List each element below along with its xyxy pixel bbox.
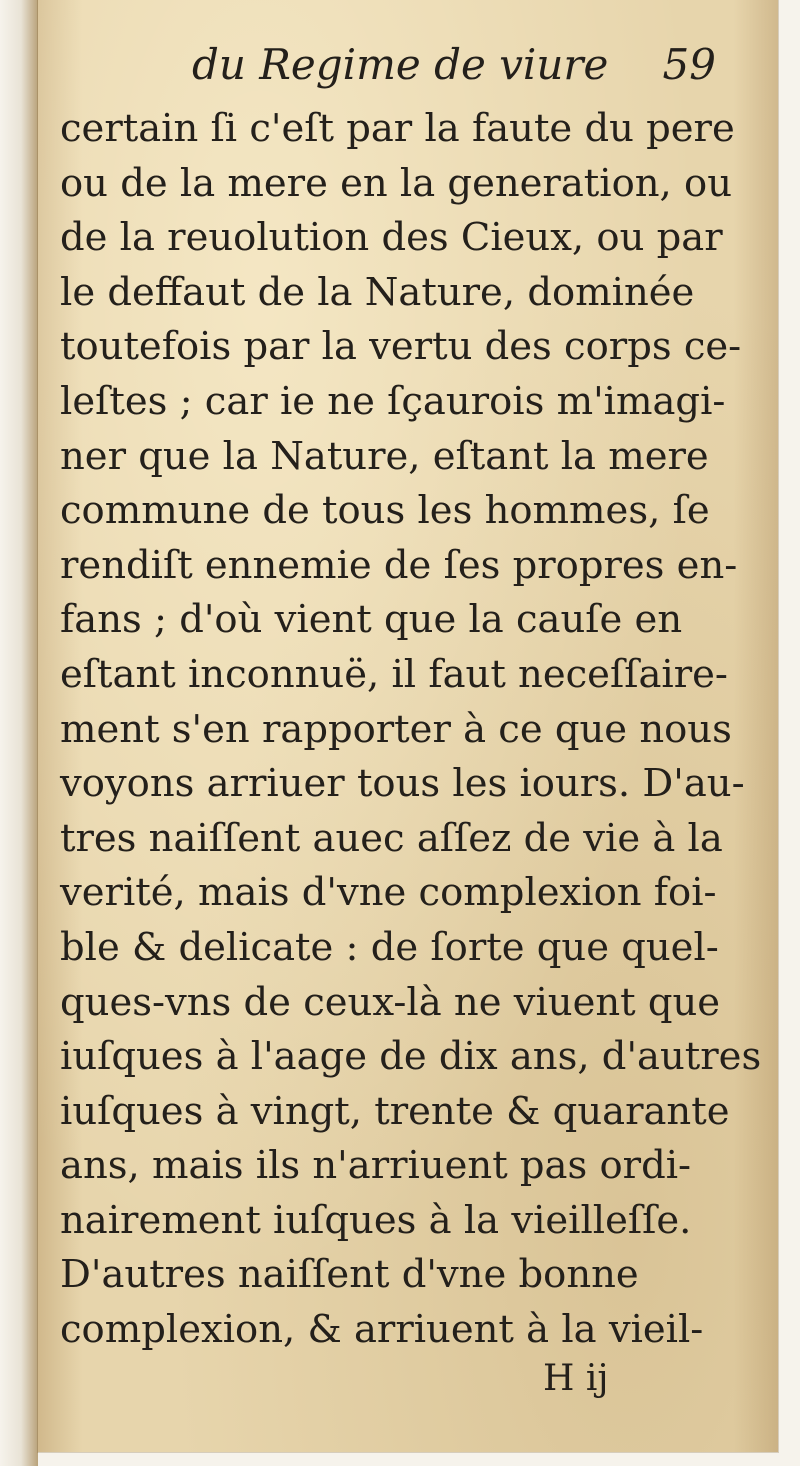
text-line: fans ; d'où vient que la cauſe en bbox=[60, 597, 683, 643]
text-line: toutefois par la vertu des corps ce- bbox=[60, 324, 742, 370]
book-gutter bbox=[0, 0, 38, 1466]
text-line: ment s'en rapporter à ce que nous bbox=[60, 706, 732, 752]
text-line: ques-vns de ceux-là ne viuent que bbox=[60, 979, 721, 1025]
signature-mark: H ij bbox=[543, 1358, 609, 1399]
text-line: D'autres naiſſent d'vne bonne bbox=[60, 1252, 639, 1298]
text-line: rendiſt ennemie de ſes propres en- bbox=[60, 542, 738, 588]
text-line: ble & delicate : de ſorte que quel- bbox=[60, 924, 719, 970]
text-line: verité, mais d'vne complexion foi- bbox=[60, 870, 717, 916]
text-line: ou de la mere en la generation, ou bbox=[60, 160, 733, 206]
body-text bbox=[60, 102, 762, 1358]
text-line: iuſques à l'aage de dix ans, d'autres bbox=[60, 1034, 762, 1080]
book-page bbox=[38, 0, 778, 1452]
text-line: nairement iuſques à la vieilleſſe. bbox=[60, 1197, 692, 1243]
text-line: eſtant inconnuë, il faut neceſſaire- bbox=[60, 651, 728, 697]
text-line: de la reuolution des Cieux, ou par bbox=[60, 215, 723, 261]
text-line: iuſques à vingt, trente & quarante bbox=[60, 1088, 730, 1134]
text-line: commune de tous les hommes, ſe bbox=[60, 488, 710, 534]
text-line: leſtes ; car ie ne ſçaurois m'imagi- bbox=[60, 378, 726, 424]
text-line: tres naiſſent auec aſſez de vie à la bbox=[60, 815, 723, 861]
text-line: voyons arriuer tous les iours. D'au- bbox=[60, 761, 745, 807]
text-line: ner que la Nature, eſtant la mere bbox=[60, 433, 709, 479]
text-block bbox=[60, 30, 762, 1358]
text-line: ans, mais ils n'arriuent pas ordi- bbox=[60, 1143, 692, 1189]
running-head-title: du Regime de viure bbox=[192, 40, 609, 89]
text-line: le deffaut de la Nature, dominée bbox=[60, 269, 695, 315]
text-line: certain ſi c'eſt par la faute du pere bbox=[60, 106, 735, 151]
page-number: 59 bbox=[662, 40, 716, 89]
running-head bbox=[60, 30, 720, 102]
text-line: complexion, & arriuent à la vieil- bbox=[60, 1307, 704, 1353]
